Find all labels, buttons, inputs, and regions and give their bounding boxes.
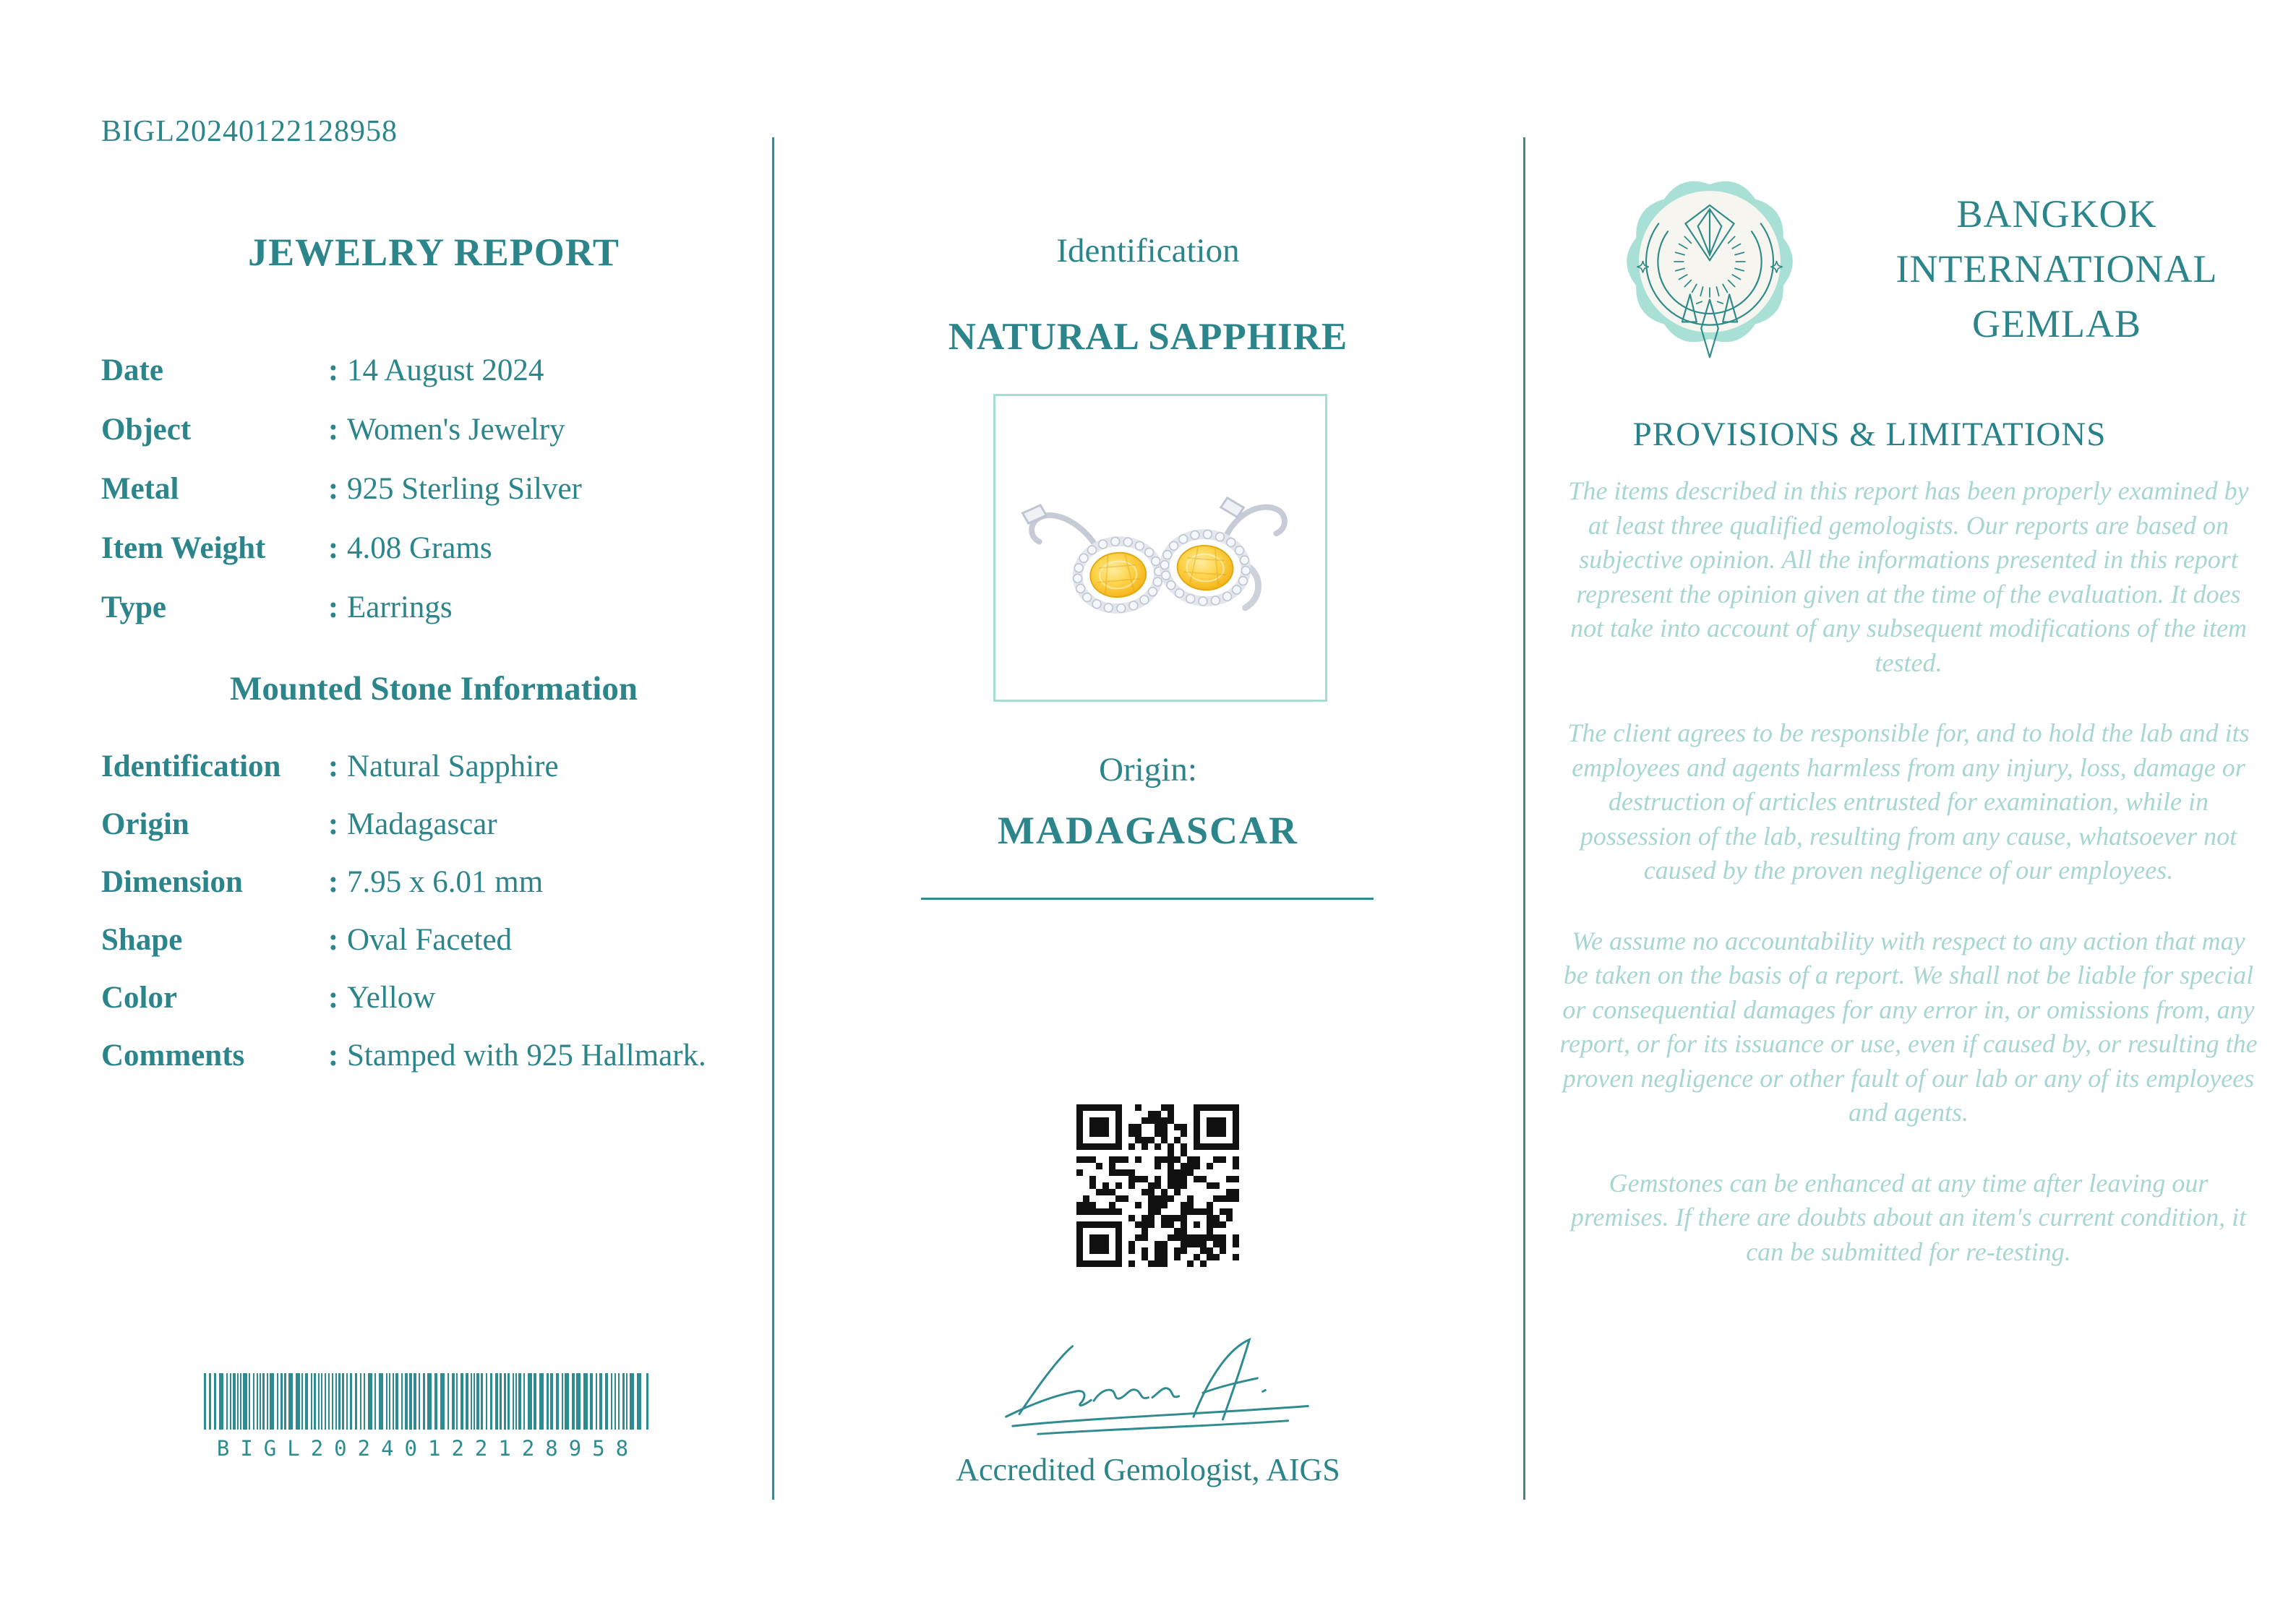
- qr-code: [1076, 1104, 1241, 1269]
- signature-script-icon: [994, 1328, 1327, 1443]
- jewelry-photo-frame: [993, 394, 1327, 702]
- row-colon: :: [327, 923, 339, 957]
- table-row: [101, 471, 774, 530]
- row-value: Women's Jewelry: [347, 413, 565, 447]
- row-value: Natural Sapphire: [347, 749, 559, 783]
- provision-paragraph: The items described in this report has been properly examined by at least three qualified gemologists. Our reports are based on subjective opinion. All the informations presented in this report represent the opinion given at the time of the evaluation. It does not take into account of any subsequent modifications of the item tested.: [1568, 476, 2249, 677]
- row-value: 14 August 2024: [347, 353, 544, 387]
- row-label: Shape: [101, 923, 183, 957]
- row-value: Stamped with 925 Hallmark.: [347, 1039, 706, 1073]
- table-row: [101, 807, 774, 864]
- table-row: [101, 864, 774, 922]
- row-colon: :: [327, 353, 339, 387]
- identification-value: NATURAL SAPPHIRE: [948, 316, 1348, 358]
- provision-paragraph: Gemstones can be enhanced at any time after leaving our premises. If there are doubts about an item's current condition, it can be submitted for re-testing.: [1570, 1168, 2247, 1266]
- row-label: Identification: [101, 749, 281, 783]
- row-value: 925 Sterling Silver: [347, 472, 582, 506]
- table-row: [101, 922, 774, 980]
- lab-name-line: INTERNATIONAL: [1896, 247, 2218, 291]
- provisions-title: PROVISIONS & LIMITATIONS: [1632, 416, 2107, 453]
- row-colon: :: [327, 1039, 339, 1073]
- row-colon: :: [327, 413, 339, 447]
- qr-code-icon: [1076, 1104, 1241, 1269]
- row-label: Type: [101, 590, 166, 624]
- table-row: [101, 412, 774, 471]
- row-label: Item Weight: [101, 531, 266, 565]
- gemologist-credential: Accredited Gemologist, AIGS: [956, 1452, 1340, 1487]
- row-colon: :: [327, 865, 339, 899]
- row-colon: :: [327, 531, 339, 565]
- row-value: Earrings: [347, 590, 453, 624]
- row-label: Color: [101, 981, 178, 1015]
- jewelry-report-title: JEWELRY REPORT: [248, 231, 620, 274]
- origin-underline: [921, 898, 1374, 900]
- origin-value: MADAGASCAR: [998, 809, 1298, 852]
- lab-name-line: BANGKOK: [1956, 192, 2157, 236]
- row-colon: :: [327, 749, 339, 783]
- row-label: Date: [101, 353, 163, 387]
- table-row: [101, 353, 774, 412]
- mounted-stone-table: [101, 749, 774, 1096]
- row-colon: :: [327, 472, 339, 506]
- row-label: Metal: [101, 472, 179, 506]
- row-label: Dimension: [101, 865, 243, 899]
- jewelry-detail-table: [101, 353, 774, 649]
- row-value: Madagascar: [347, 807, 497, 841]
- barcode: [204, 1373, 652, 1461]
- row-value: 4.08 Grams: [347, 531, 492, 565]
- left-earring: [1022, 495, 1167, 621]
- table-row: [101, 530, 774, 590]
- row-label: Comments: [101, 1039, 245, 1073]
- row-label: Object: [101, 413, 192, 447]
- table-row: [101, 590, 774, 649]
- column-divider-right: [1523, 137, 1525, 1500]
- table-row: [101, 980, 774, 1038]
- lab-name-line: GEMLAB: [1972, 302, 2141, 345]
- row-value: 7.95 x 6.01 mm: [347, 865, 544, 899]
- report-number: BIGL20240122128958: [101, 115, 398, 148]
- right-earring: [1157, 494, 1285, 611]
- row-colon: :: [327, 981, 339, 1015]
- provision-paragraph: We assume no accountability with respect to any action that may be taken on the basis of a report. We shall not be liable for special or consequential damages for any error in, or omissions from, any report, or for its issuance or use, even if caused by, or resulting the proven negligence or other fault of our lab or any of its employees and agents.: [1559, 926, 2258, 1127]
- gemologist-signature: [994, 1328, 1327, 1451]
- gemlab-badge-icon: [1606, 163, 1813, 360]
- lab-name: [1836, 186, 2277, 351]
- identification-heading: Identification: [1056, 232, 1240, 270]
- table-row: [101, 749, 774, 807]
- row-value: Oval Faceted: [347, 923, 513, 957]
- provisions-paragraphs: [1557, 474, 2260, 1305]
- provision-paragraph: The client agrees to be responsible for, and to hold the lab and its employees and agents harmless from any injury, loss, damage or destruction of articles entrusted for examination, while in possession of the lab, resulting from any cause, whatsoever not caused by the proven negligence of our employees.: [1567, 718, 2250, 885]
- earrings-photo: [995, 396, 1321, 695]
- gemlab-logo: [1606, 163, 1813, 360]
- row-colon: :: [327, 590, 339, 624]
- row-colon: :: [327, 807, 339, 841]
- mounted-stone-title: Mounted Stone Information: [229, 670, 638, 708]
- row-label: Origin: [101, 807, 189, 841]
- origin-heading: Origin:: [1099, 751, 1197, 789]
- row-value: Yellow: [347, 981, 436, 1015]
- table-row: [101, 1038, 774, 1096]
- barcode-text: BIGL20240122128958: [216, 1436, 640, 1461]
- barcode-bars-icon: [204, 1373, 652, 1430]
